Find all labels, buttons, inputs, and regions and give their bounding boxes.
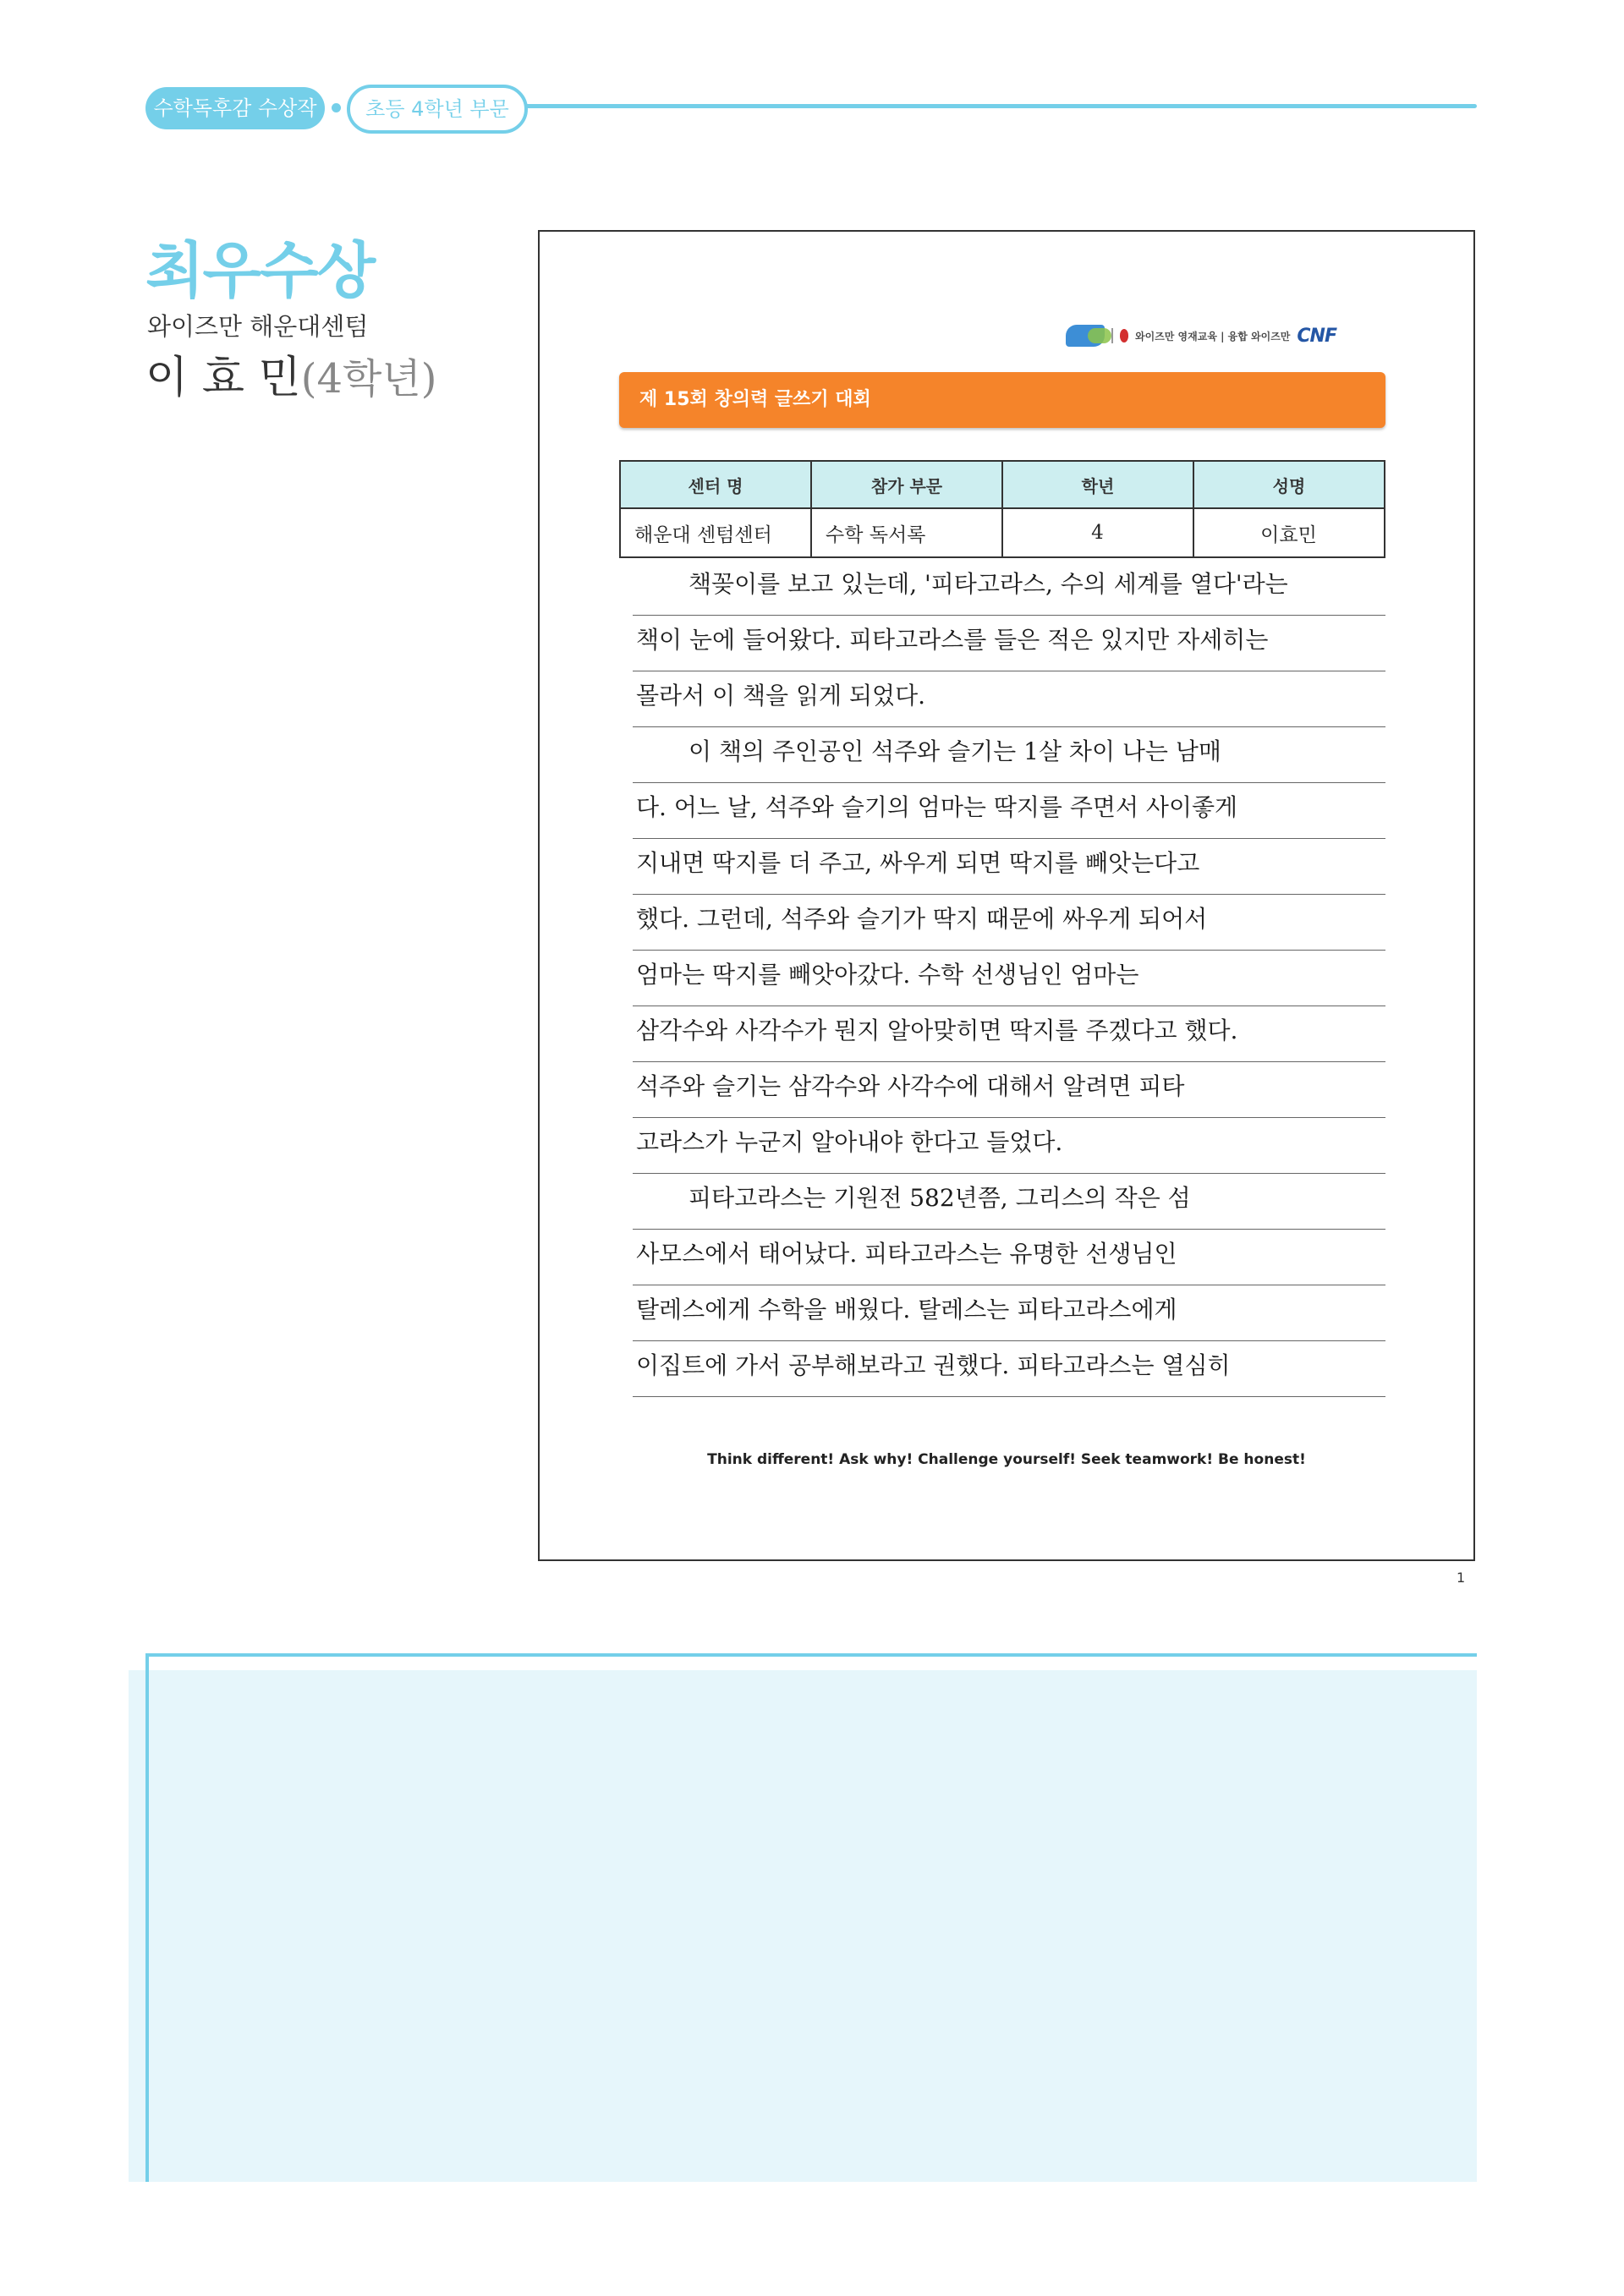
table-cell: 수학 독서록 (811, 508, 1002, 557)
center-name: 와이즈만 해운대센텀 (147, 312, 369, 341)
sponsor-logos (1066, 321, 1336, 351)
essay-line: 삼각수와 사각수가 뭔지 알아맞히면 딱지를 주겠다고 했다. (633, 1006, 1385, 1062)
table-header-row (620, 461, 1385, 508)
wiseman-logo (1066, 325, 1105, 347)
bottom-panel-left-rule (145, 1653, 149, 2182)
table-row (620, 508, 1385, 557)
table-header: 학년 (1002, 461, 1193, 508)
essay-line: 했다. 그런데, 석주와 슬기가 딱지 때문에 싸우게 되어서 (633, 895, 1385, 951)
cnf-logo: CNF (1297, 325, 1336, 347)
table-cell: 해운대 센텀센터 (620, 508, 811, 557)
essay-scan (538, 230, 1475, 1561)
essay-line: 책꽂이를 보고 있는데, '피타고라스, 수의 세계를 열다'라는 (633, 560, 1385, 616)
table-cell: 4 (1002, 508, 1193, 557)
essay-line: 엄마는 딱지를 빼앗아갔다. 수학 선생님인 엄마는 (633, 951, 1385, 1006)
award-title: 최우수상 (145, 235, 375, 306)
essay-line: 몰라서 이 책을 읽게 되었다. (633, 671, 1385, 727)
essay-line: 고라스가 누군지 알아내야 한다고 들었다. (633, 1118, 1385, 1174)
logo-divider (1111, 328, 1112, 343)
student-name-text: 이 효 민 (145, 353, 301, 403)
essay-line: 사모스에서 태어났다. 피타고라스는 유명한 선생님인 (633, 1230, 1385, 1285)
wiseman-red-logo (1120, 329, 1128, 342)
student-grade: (4학년) (300, 355, 437, 403)
logo-text: 와이즈만 영재교육 | 융합 와이즈만 (1135, 330, 1291, 342)
contest-title: 제 15회 창의력 글쓰기 대회 (619, 372, 1385, 428)
table-header: 센터 명 (620, 461, 811, 508)
essay-line: 지내면 딱지를 더 주고, 싸우게 되면 딱지를 빼앗는다고 (633, 839, 1385, 895)
essay-line: 피타고라스는 기원전 582년쯤, 그리스의 작은 섬 (633, 1174, 1385, 1230)
entry-info-table (619, 460, 1385, 558)
category-badge: 수학독후감 수상작 (145, 87, 325, 129)
table-header: 성명 (1193, 461, 1385, 508)
bottom-panel-top-rule (145, 1653, 1477, 1657)
page-number: 1 (1457, 1570, 1466, 1586)
header-rule (508, 104, 1477, 108)
essay-line: 탈레스에게 수학을 배웠다. 탈레스는 피타고라스에게 (633, 1285, 1385, 1341)
motto-footer: Think different! Ask why! Challenge yourself! Seek teamwork! Be honest! (707, 1451, 1306, 1468)
header-dot (332, 103, 341, 112)
division-badge: 초등 4학년 부문 (347, 85, 528, 134)
essay-line: 이집트에 가서 공부해보라고 권했다. 피타고라스는 열심히 (633, 1341, 1385, 1397)
bottom-panel (129, 1670, 1477, 2182)
table-header: 참가 부문 (811, 461, 1002, 508)
essay-line: 석주와 슬기는 삼각수와 사각수에 대해서 알려면 피타 (633, 1062, 1385, 1118)
essay-line: 다. 어느 날, 석주와 슬기의 엄마는 딱지를 주면서 사이좋게 (633, 783, 1385, 839)
handwritten-essay (633, 560, 1385, 1397)
essay-line: 이 책의 주인공인 석주와 슬기는 1살 차이 나는 남매 (633, 727, 1385, 783)
essay-line: 책이 눈에 들어왔다. 피타고라스를 들은 적은 있지만 자세히는 (633, 616, 1385, 671)
table-cell: 이효민 (1193, 508, 1385, 557)
student-name (145, 342, 437, 405)
